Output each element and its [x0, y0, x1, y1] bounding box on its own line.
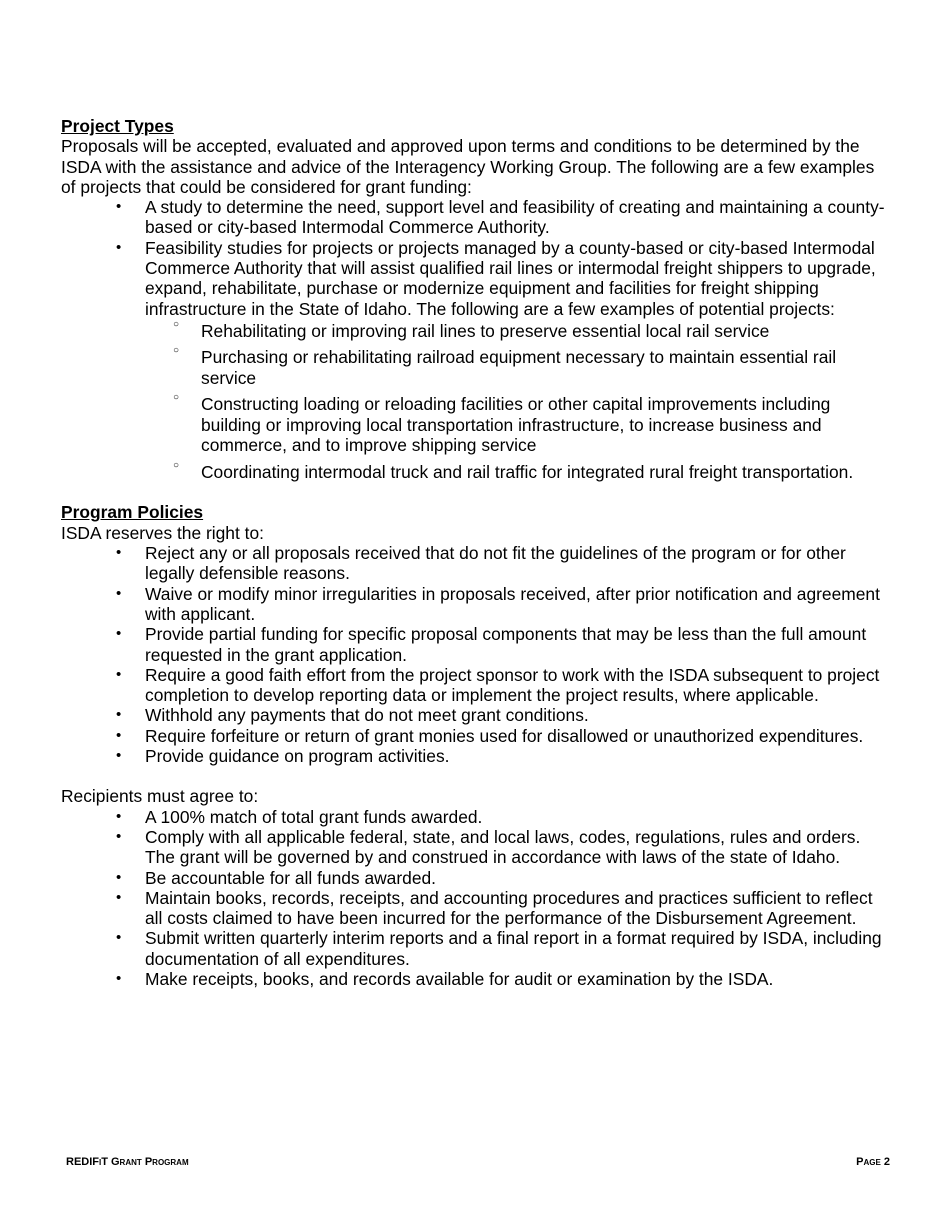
sub-list-item: ○ Purchasing or rehabilitating railroad equipment necessary to maintain essential rail service: [201, 347, 891, 388]
list-item: • Require a good faith effort from the project sponsor to work with the ISDA subsequent to project completion to develop reporting data or implement the project results, where applicable.: [145, 665, 891, 706]
recipients-list: [61, 807, 891, 990]
list-item: • Be accountable for all funds awarded.: [145, 868, 891, 888]
list-item: • Make receipts, books, and records available for audit or examination by the ISDA.: [145, 969, 891, 989]
project-types-intro: Proposals will be accepted, evaluated and approved upon terms and conditions to be determined by the ISDA with the assistance and advice of the Interagency Working Group. The following are a few examples of projects that could be considered for grant funding:: [61, 136, 875, 197]
program-policies-heading: Program Policies: [61, 502, 204, 523]
list-item: • Waive or modify minor irregularities in proposals received, after prior notification and agreement with applicant.: [145, 584, 891, 625]
list-item: • A 100% match of total grant funds awarded.: [145, 807, 891, 827]
document-body: [61, 116, 891, 989]
sub-list-item: ○ Rehabilitating or improving rail lines to preserve essential local rail service: [201, 321, 891, 342]
list-item: [145, 238, 891, 483]
recipients-intro: Recipients must agree to:: [61, 786, 259, 807]
program-policies-list: [61, 543, 891, 766]
list-item-text: Feasibility studies for projects or projects managed by a county-based or city-based Intermodal Commerce Authority that will assist qualified rail lines or intermodal freight shippers to upgrade, expand, rehabilitate, purchase or modernize equipment and facilities for freight shipping infrastructure in the State of Idaho. The following are a few examples of potential projects:: [145, 237, 876, 319]
list-item: • Comply with all applicable federal, state, and local laws, codes, regulations, rules and orders. The grant will be governed by and construed in accordance with laws of the state of Idaho.: [145, 827, 891, 868]
list-item: • Reject any or all proposals received that do not fit the guidelines of the program or for other legally defensible reasons.: [145, 543, 891, 584]
project-types-heading: Project Types: [61, 116, 174, 136]
potential-projects-list: [145, 321, 891, 483]
list-item: • Submit written quarterly interim reports and a final report in a format required by ISDA, including documentation of all expenditures.: [145, 928, 891, 969]
program-policies-section: [61, 502, 891, 766]
page-footer: [66, 1156, 890, 1168]
list-item: • Require forfeiture or return of grant monies used for disallowed or unauthorized expenditures.: [145, 726, 891, 746]
recipients-section: [61, 786, 891, 989]
list-item: • Provide guidance on program activities.: [145, 746, 891, 766]
sub-list-item: ○ Constructing loading or reloading facilities or other capital improvements including building or improving local transportation infrastructure, to increase business and commerce, and to improve shipping service: [201, 394, 891, 456]
program-policies-intro: ISDA reserves the right to:: [61, 522, 264, 543]
footer-page-number: Page 2: [856, 1156, 890, 1168]
list-item: • Withhold any payments that do not meet grant conditions.: [145, 705, 891, 725]
sub-list-item: ○ Coordinating intermodal truck and rail traffic for integrated rural freight transportation.: [201, 462, 891, 483]
list-item: • Provide partial funding for specific proposal components that may be less than the full amount requested in the grant application.: [145, 624, 891, 665]
project-types-list: [61, 197, 891, 482]
list-item: • A study to determine the need, support level and feasibility of creating and maintaining a county-based or city-based Intermodal Commerce Authority.: [145, 197, 891, 238]
list-item: • Maintain books, records, receipts, and accounting procedures and practices sufficient to reflect all costs claimed to have been incurred for the performance of the Disbursement Agreement.: [145, 888, 891, 929]
footer-program-name: REDIFiT Grant Program: [66, 1156, 189, 1168]
